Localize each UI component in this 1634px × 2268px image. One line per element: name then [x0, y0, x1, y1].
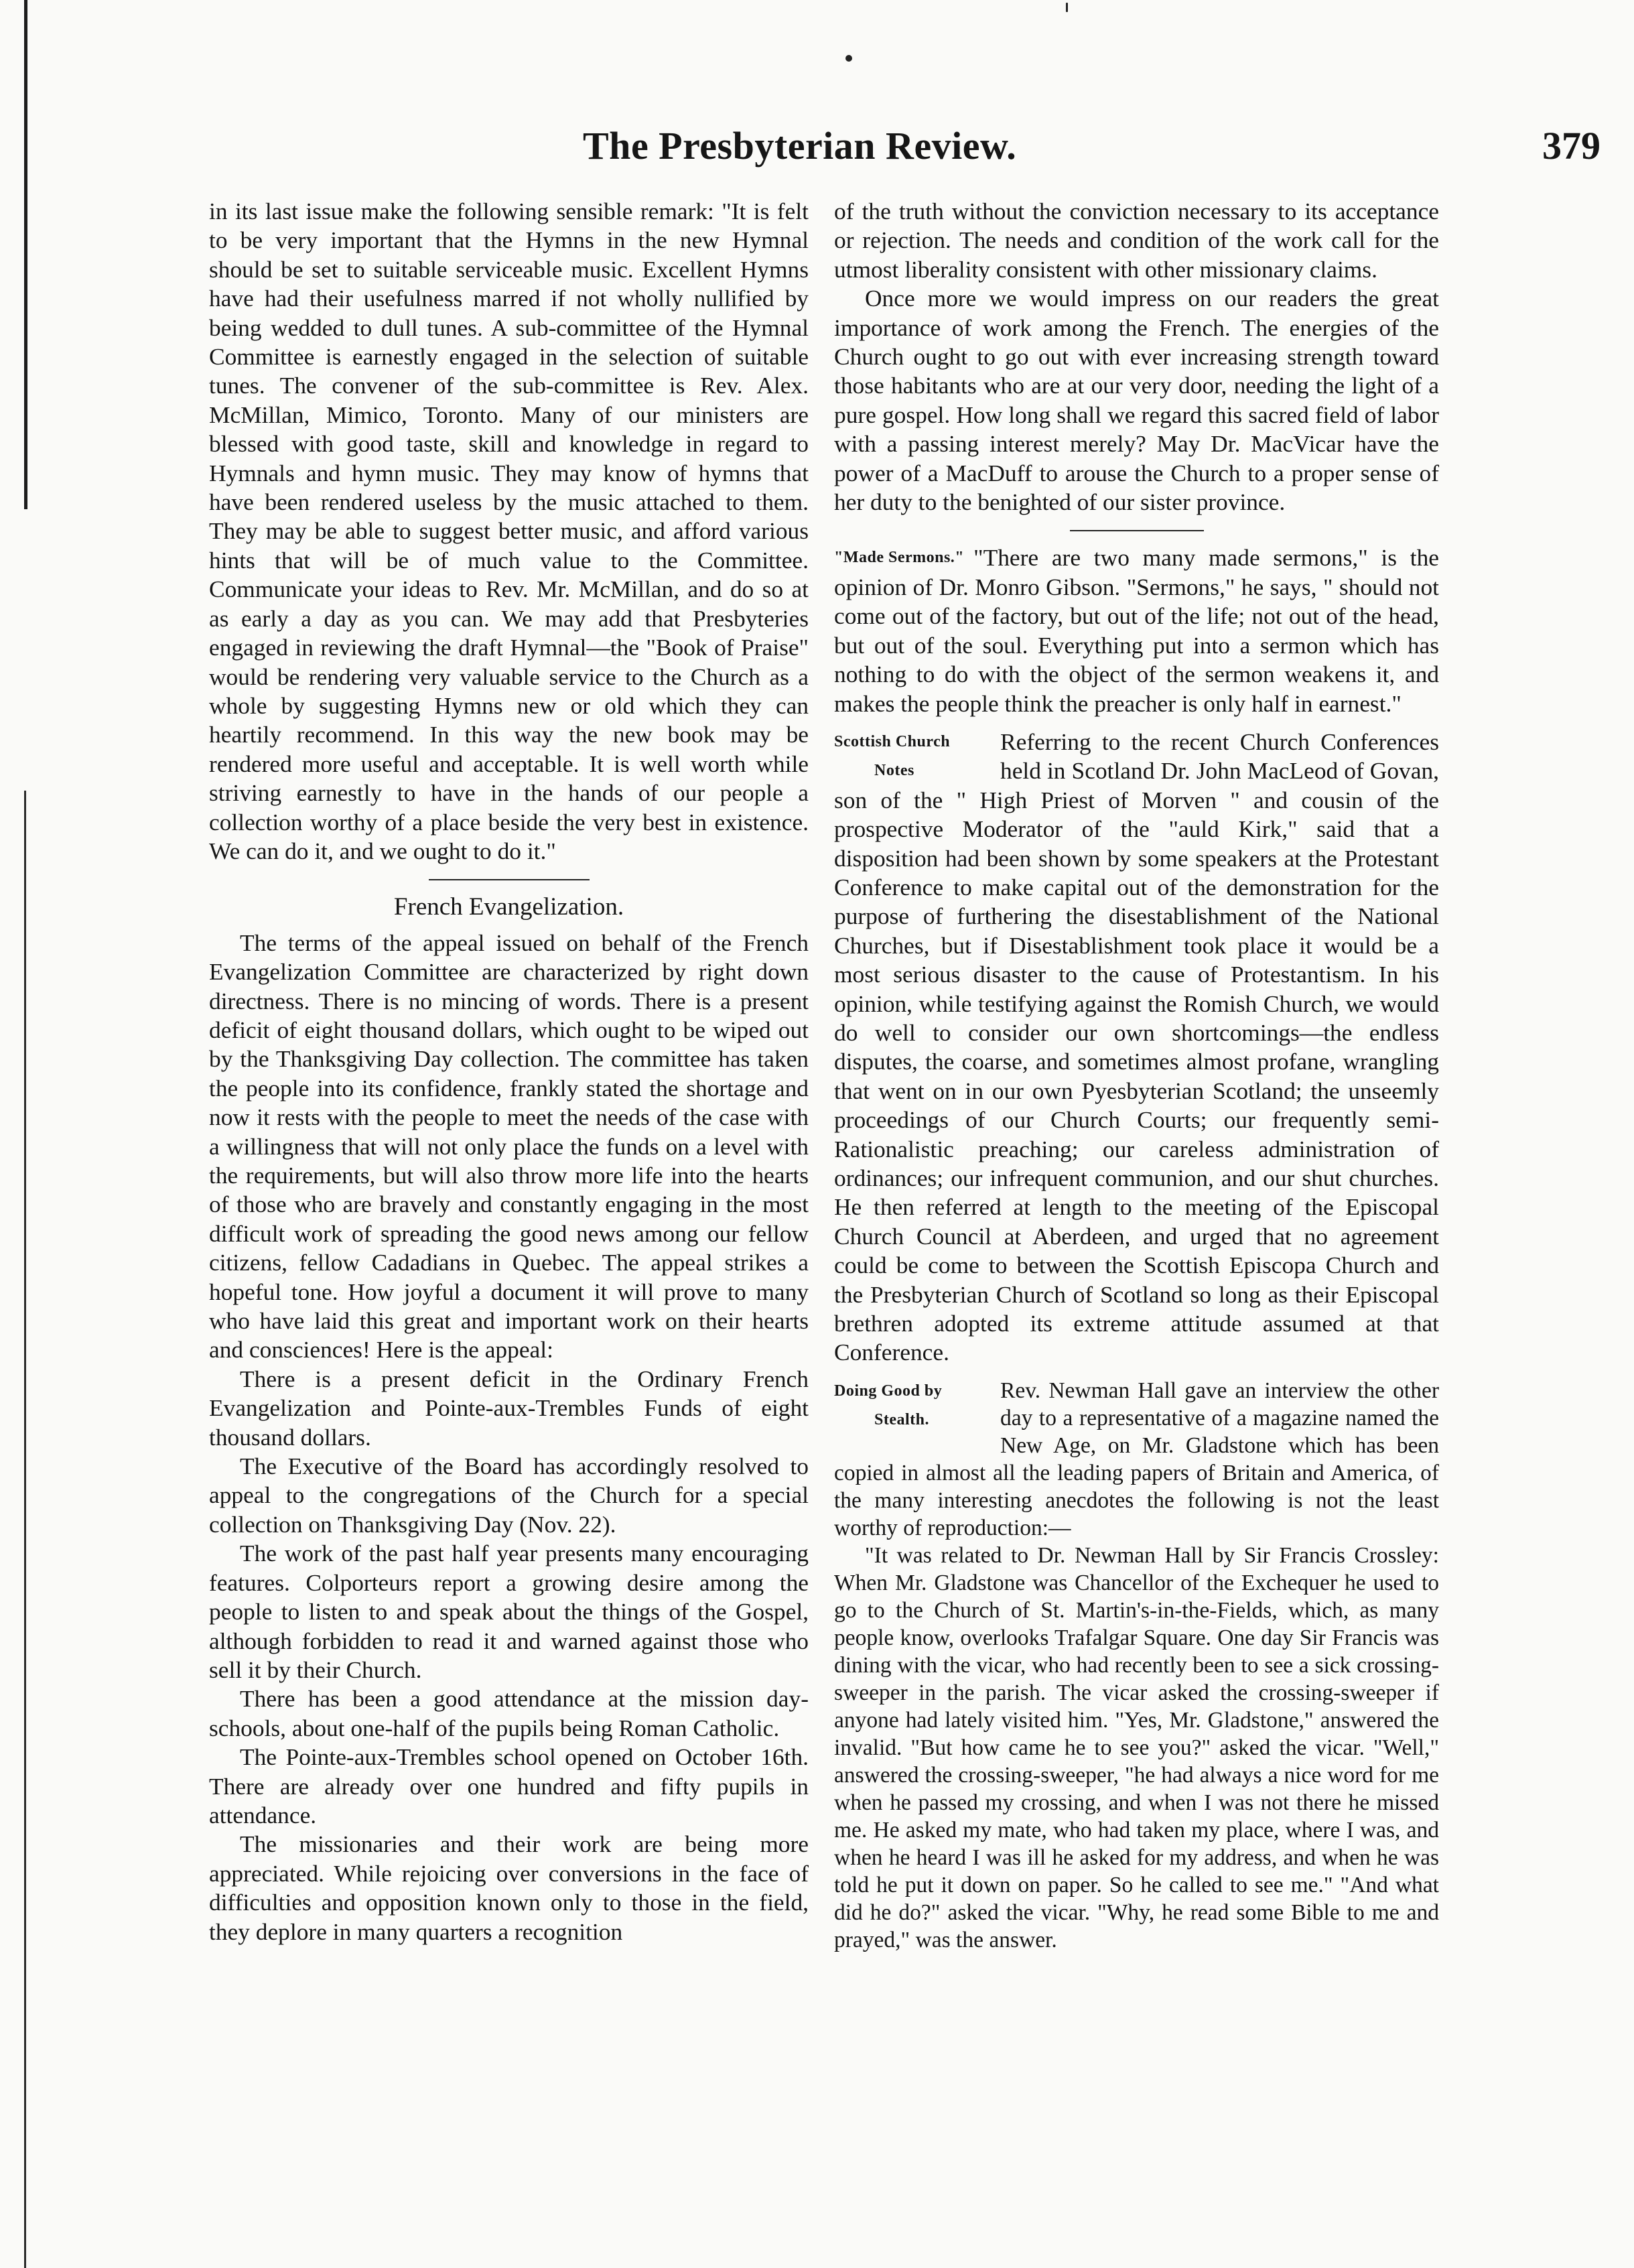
margin-note-scottish-church: Scottish Church Notes: [834, 732, 951, 780]
page-number: 379: [1542, 124, 1601, 168]
scottish-church-text: Referring to the recent Church Conferences held in Scotland Dr. John MacLeod of Govan, son of the " High Priest of Morven " and cousin of the prospective Moderator of the "auld Kirk," said that a disposition had been shown by some speakers at the Protestant Conference to make capital out of the demonstration for the purpose of furthering the disestablishment of the National Churches, but if Disestablishment took place it would be a most serious disaster to the cause of Protestantism. In his opinion, while testifying against the Romish Church, we would do well to consider our own shortcomings—the endless disputes, the coarse, and sometimes almost profane, wrangling that went on in our own Pyesbyterian Scotland; the unseemly proceedings of our Church Courts; our frequently semi-Rationalistic preaching; our careless administration of ordinances; our infrequent communion, and our shut churches. He then referred at length to the meeting of the Episcopal Church Council at Aberdeen, and urged that no agreement could be come to between the Scottish Episcopa Church and the Presbyterian Church of Scotland so long as their Episcopal brethren adopted its extreme attitude assumed at that Conference.: [834, 728, 1439, 1366]
paragraph-deficit: There is a present deficit in the Ordinary French Evangelization and Pointe-aux-Trembles Funds of eight thousand dollars.: [209, 1365, 809, 1451]
paragraph-gladstone-anecdote: "It was related to Dr. Newman Hall by Sir Francis Crossley: When Mr. Gladstone was Chancellor of the Exchequer he used to go to the Church of St. Martin's-in-the-Fields, which, as many people know, overlooks Trafalgar Square. One day Sir Francis was dining with the vicar, who had recently been to see a sick crossing-sweeper in the parish. The vicar asked the crossing-sweeper if anyone had lately visited him. "Yes, Mr. Gladstone," answered the invalid. "But how came he to see you?" asked the vicar. "Well," answered the crossing-sweeper, "he had always a nice word for me when he passed my crossing, and when I was not there he missed me. He asked my mate, who had taken my place, where I was, and when he heard I was ill he asked for my address, and when he was told he put it down on paper. So he called to see me." "And what did he do?" asked the vicar. "Why, he read some Bible to me and prayed," was the answer.: [834, 1542, 1439, 1952]
made-sermons-text: "There are two many made sermons," is the opinion of Dr. Monro Gibson. "Sermons," he says, " should not come out of the factory, but out of the life; not out of the head, but out of the soul. Everything put into a sermon which has nothing to do with the object of the sermon weakens it, and makes the people think the preacher is only half in earnest.": [834, 544, 1439, 717]
ink-speck: [1066, 3, 1068, 12]
page-edge-shadow-bottom: [24, 791, 26, 2268]
right-column: [834, 197, 1439, 1954]
section-divider: [429, 879, 590, 880]
paragraph-made-sermons: [834, 543, 1439, 718]
paragraph-work-features: The work of the past half year presents many encouraging features. Colporteurs report a growing desire among the people to listen to and speak about the things of the Gospel, although forbidden to read it and warned against those who sell it by their Church.: [209, 1540, 809, 1683]
paragraph-doing-good-by-stealth: [834, 1377, 1439, 1542]
journal-title: The Presbyterian Review.: [583, 124, 1017, 168]
paragraph-truth-conviction: of the truth without the conviction necessary to its acceptance or rejection. The needs and condition of the work call for the utmost liberality consistent with other missionary claims.: [834, 198, 1439, 283]
doing-good-text: Rev. Newman Hall gave an interview the other day to a representative of a magazine named the New Age, on Mr. Gladstone which has been copied in almost all the leading papers of Britain and America, of the many interesting anecdotes the following is not the least worthy of reproduction:—: [834, 1378, 1439, 1540]
running-head: [583, 123, 1601, 177]
section-divider: [1070, 530, 1204, 531]
paragraph-pointe-aux-trembles: The Pointe-aux-Trembles school opened on October 16th. There are already over one hundred and fifty pupils in attendance.: [209, 1743, 809, 1828]
page-edge-shadow-top: [24, 0, 27, 509]
paragraph-work-among-french: Once more we would impress on our readers the great importance of work among the French. The energies of the Church ought to go out with ever increasing strength toward those habitants who are at our very door, needing the light of a pure gospel. How long shall we regard this sacred field of labor with a passing interest merely? May Dr. MacVicar have the power of a MacDuff to arouse the Church to a proper sense of her duty to the benighted of our sister province.: [834, 285, 1439, 516]
paragraph-appeal-intro: The terms of the appeal issued on behalf of the French Evangelization Committee are characterized by right down directness. There is no mincing of words. There is a present deficit of eight thousand dollars, which ought to be wiped out by the Thanksgiving Day collection. The committee has taken the people into its confidence, frankly stated the shortage and now it rests with the people to meet the needs of the case with a willingness that will not only place the funds on a level with the requirements, but will also throw more life into the hearts of those who are bravely and constantly engaging in the most difficult work of spreading the good news among our fellow citizens, fellow Cadadians in Quebec. The appeal strikes a hopeful tone. How joyful a document it will prove to many who have laid this great and important work on their hearts and consciences! Here is the appeal:: [209, 929, 809, 1363]
paragraph-day-schools: There has been a good attendance at the mission day-schools, about one-half of the pupils being Roman Catholic.: [209, 1685, 809, 1741]
paragraph-executive: The Executive of the Board has accordingly resolved to appeal to the congregations of the Church for a special collection on Thanksgiving Day (Nov. 22).: [209, 1453, 809, 1538]
margin-note-made-sermons: "Made Sermons.": [834, 549, 965, 567]
section-heading-french-evangelization: French Evangelization.: [393, 893, 624, 921]
paragraph-hymnal-remark: in its last issue make the following sensible remark: "It is felt to be very important that the Hymns in the new Hymnal should be set to suitable serviceable music. Excellent Hymns have had their usefulness marred if not wholly nullified by being wedded to dull tunes. A sub-committee of the Hymnal Committee is earnestly engaged in the selection of suitable tunes. The convener of the sub-committee is Rev. Alex. McMillan, Mimico, Toronto. Many of our ministers are blessed with good taste, skill and knowledge in regard to Hymnals and hymn music. They may know of hymns that have been rendered useless by the music attached to them. They may be able to suggest better music, and afford various hints that will be of much value to the Committee. Communicate your ideas to Rev. Mr. McMillan, and do so at as early a day as you can. We may add that Presbyteries engaged in reviewing the draft Hymnal—the "Book of Praise" would be rendering very valuable service to the Church as a whole by suggesting Hymns new or old which they can heartily recommend. In this way the new book may be rendered more useful and acceptable. It is well worth while striving earnestly to have in the hands of our people a collection worthy of a place beside the very best in existence. We can do it, and we ought to do it.": [209, 198, 809, 864]
paragraph-scottish-church-notes: [834, 728, 1439, 1368]
paragraph-missionaries: The missionaries and their work are being more appreciated. While rejoicing over conversions in the face of difficulties and opposition known only to those in the field, they deplore in many quarters a recognition: [209, 1830, 809, 1945]
left-column: [209, 197, 809, 1946]
margin-note-doing-good: Doing Good by Stealth.: [834, 1382, 943, 1429]
ink-speck: [845, 55, 852, 62]
